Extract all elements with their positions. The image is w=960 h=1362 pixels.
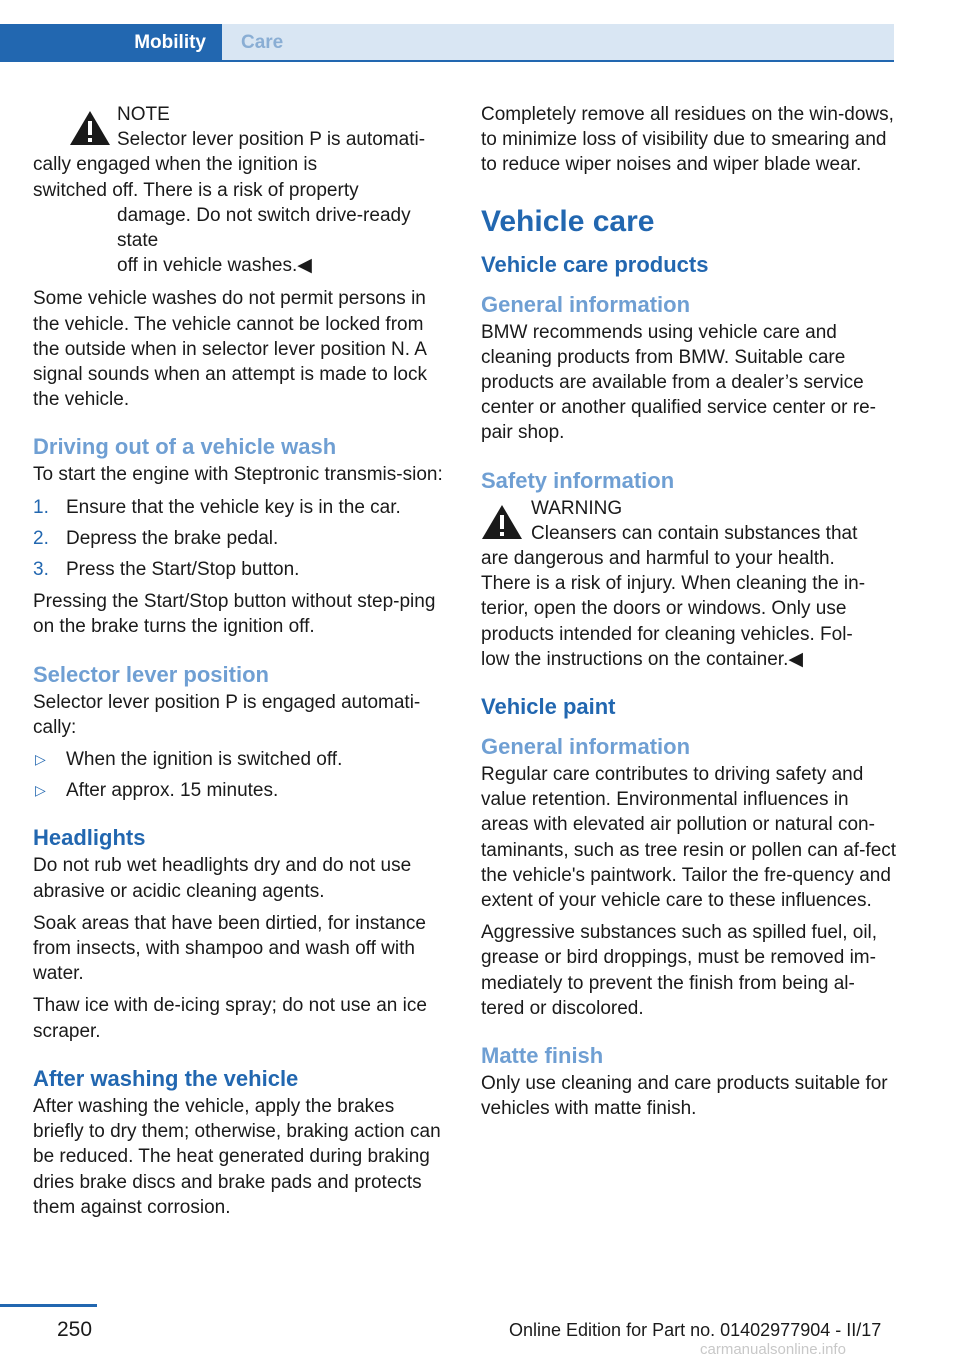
warning-triangle-icon (69, 110, 111, 146)
heading-general-information: General information (481, 734, 691, 760)
paragraph: Pressing the Start/Stop button without step-ping on the brake turns the ignition off. (33, 591, 436, 638)
paragraph: Regular care contributes to driving safety and value retention. Environmental influences in areas with elevated air pollution or natural con-taminants, such as tree resin or pollen can af-fect the vehicle's paintwork. Tailor the fre-quency and extent of your vehicle care to these influences. (481, 764, 897, 912)
list-item (33, 557, 449, 582)
list-item (33, 778, 449, 803)
bullet-list (33, 747, 449, 803)
step-number: 2. (33, 527, 49, 549)
heading-safety-information: Safety information (481, 467, 675, 493)
heading-matte-finish: Matte finish (481, 1043, 604, 1069)
page-number: 250 (57, 1318, 93, 1341)
step-text: Press the Start/Stop button. (66, 559, 300, 581)
heading-after-washing: After washing the vehicle (33, 1065, 299, 1091)
paragraph: Aggressive substances such as spilled fuel, oil, grease or bird droppings, must be removed im-mediately to prevent the finish from being al-tered or discolored. (481, 922, 878, 1019)
paragraph: To start the engine with Steptronic transmis-sion: (33, 464, 443, 486)
warning-label: WARNING (531, 497, 623, 519)
header-divider (0, 60, 894, 62)
triangle-bullet-icon: ▷ (35, 751, 46, 768)
warning-line: Cleansers can contain substances that (531, 522, 858, 544)
heading-headlights: Headlights (33, 825, 146, 851)
list-item (33, 747, 449, 772)
note-label: NOTE (117, 104, 170, 125)
warning-line: products intended for cleaning vehicles. Fol- (481, 623, 853, 645)
paragraph: Thaw ice with de-icing spray; do not use an ice scraper. (33, 995, 427, 1042)
note-line: switched off. There is a risk of property (33, 179, 359, 201)
warning-line: There is a risk of injury. When cleaning the in- (481, 573, 866, 595)
list-item (33, 495, 449, 520)
right-column (481, 102, 897, 1128)
left-column (33, 102, 449, 1227)
note-line: Selector lever position P is automati- (117, 129, 426, 151)
page-header (0, 0, 960, 62)
bullet-text: When the ignition is switched off. (66, 749, 343, 771)
note-line: damage. Do not switch drive-ready state (117, 204, 411, 252)
warning-triangle-icon (481, 504, 523, 540)
note-line: cally engaged when the ignition is (33, 154, 318, 176)
note-box (33, 102, 449, 278)
watermark: carmanualsonline.info (700, 1341, 846, 1358)
tab-mobility[interactable]: Mobility (0, 24, 222, 61)
heading-vehicle-care: Vehicle care (481, 204, 655, 238)
triangle-bullet-icon: ▷ (35, 782, 46, 799)
bullet-text: After approx. 15 minutes. (66, 780, 279, 802)
warning-line: are dangerous and harmful to your health. (481, 548, 835, 570)
warning-box (481, 496, 897, 672)
paragraph: Some vehicle washes do not permit persons in the vehicle. The vehicle cannot be locked from the outside when in selector lever position N. A signal sounds when an attempt is made to lock the vehicle. (33, 288, 427, 411)
heading-driving-out: Driving out of a vehicle wash (33, 434, 337, 460)
step-number: 3. (33, 559, 49, 581)
step-text: Depress the brake pedal. (66, 527, 279, 549)
warning-line: low the instructions on the container.◀ (481, 648, 803, 670)
edition-text: Online Edition for Part no. 01402977904 - II/17 (509, 1320, 882, 1340)
footer-divider (0, 1304, 97, 1307)
heading-general-information: General information (481, 291, 691, 317)
paragraph: Soak areas that have been dirtied, for instance from insects, with shampoo and wash off with water. (33, 912, 426, 985)
tab-care[interactable]: Care (222, 24, 894, 61)
paragraph: Only use cleaning and care products suitable for vehicles with matte finish. (481, 1073, 888, 1120)
steps-list (33, 495, 449, 583)
note-line: off in vehicle washes.◀ (117, 255, 312, 277)
step-text: Ensure that the vehicle key is in the car. (66, 496, 401, 518)
paragraph: After washing the vehicle, apply the brakes briefly to dry them; otherwise, braking action can be reduced. The heat generated during braking dries brake discs and brake pads and protects them against corrosion. (33, 1095, 441, 1218)
paragraph: BMW recommends using vehicle care and cleaning products from BMW. Suitable care products are available from a dealer’s service center or another qualified service center or re-pair shop. (481, 321, 876, 444)
paragraph: Completely remove all residues on the win-dows, to minimize loss of visibility due to smearing and to reduce wiper noises and wiper blade wear. (481, 104, 894, 176)
paragraph: Do not rub wet headlights dry and do not use abrasive or acidic cleaning agents. (33, 855, 412, 902)
heading-care-products: Vehicle care products (481, 251, 709, 277)
paragraph: Selector lever position P is engaged automati-cally: (33, 691, 421, 738)
heading-vehicle-paint: Vehicle paint (481, 694, 616, 720)
heading-selector-lever: Selector lever position (33, 661, 269, 687)
list-item (33, 526, 449, 551)
warning-line: terior, open the doors or windows. Only use (481, 598, 847, 620)
step-number: 1. (33, 496, 49, 518)
